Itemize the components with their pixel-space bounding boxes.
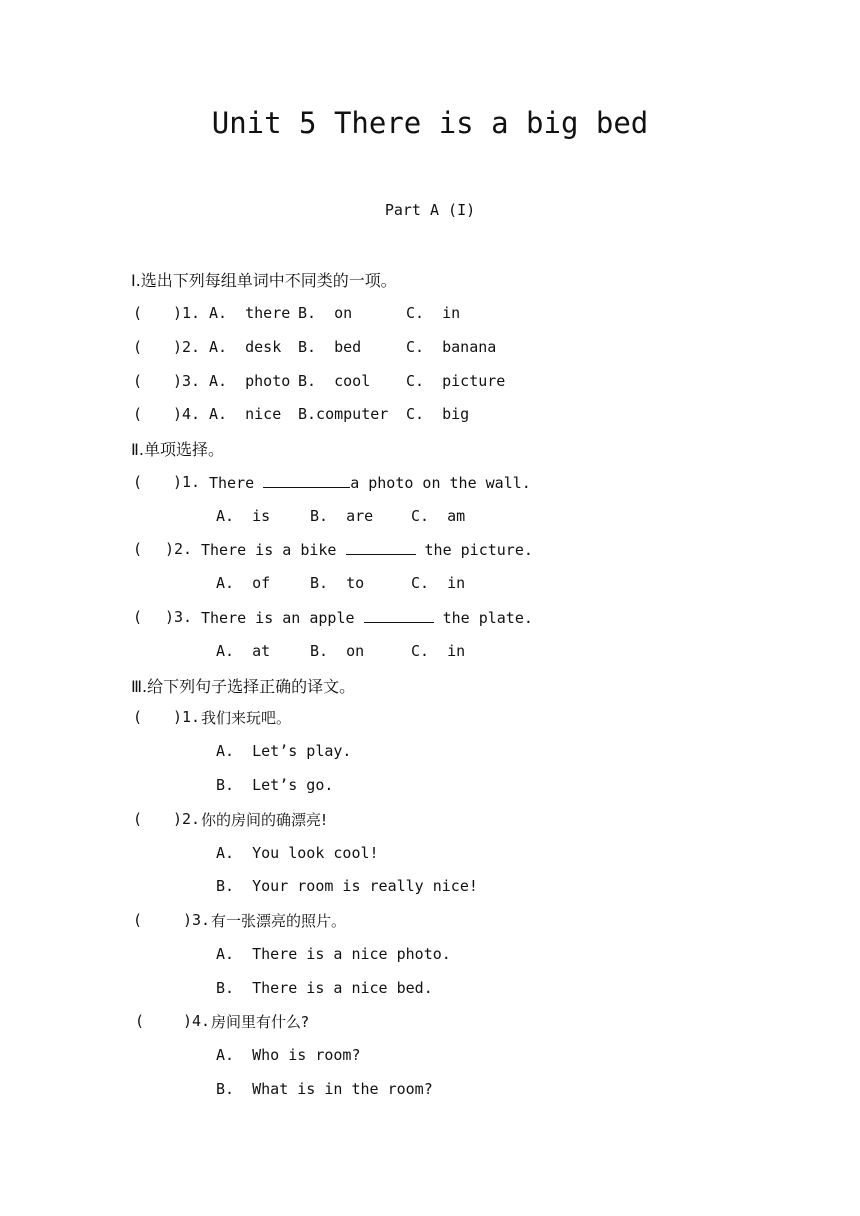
option-b: B. cool xyxy=(298,372,371,390)
question-text xyxy=(201,540,533,559)
answer-paren[interactable]: ( xyxy=(133,372,143,390)
item-number: )3. xyxy=(183,911,211,929)
answer-paren[interactable]: ( xyxy=(133,540,143,558)
answer-paren[interactable]: ( xyxy=(133,473,143,491)
option-a: A. Who is room? xyxy=(216,1046,361,1064)
option-a: A. there xyxy=(209,304,291,322)
option-b: B. What is in the room? xyxy=(216,1080,433,1098)
page-title: Unit 5 There is a big bed xyxy=(211,106,649,140)
option-b: B. bed xyxy=(298,338,362,356)
option-b: B. on xyxy=(298,304,353,322)
option-a: A. desk xyxy=(209,338,282,356)
option-b: B. are xyxy=(310,507,374,525)
answer-blank[interactable] xyxy=(346,540,416,555)
item-number: )4. xyxy=(173,405,201,423)
option-c: C. in xyxy=(411,574,466,592)
answer-paren[interactable]: ( xyxy=(133,708,143,726)
question-text xyxy=(209,473,531,492)
answer-paren[interactable]: ( xyxy=(133,911,143,929)
question-after: a photo on the wall. xyxy=(350,474,531,492)
option-a: A. nice xyxy=(209,405,282,423)
item-number: )3. xyxy=(173,372,201,390)
item-number: )2. xyxy=(173,810,201,828)
answer-paren[interactable]: ( xyxy=(133,810,143,828)
question-before: There is an apple xyxy=(201,609,364,627)
answer-paren[interactable]: ( xyxy=(135,1012,145,1030)
item-number: )4. xyxy=(183,1012,211,1030)
option-b: B. There is a nice bed. xyxy=(216,979,433,997)
answer-paren[interactable]: ( xyxy=(133,338,143,356)
option-b: B. Let’s go. xyxy=(216,776,334,794)
answer-blank[interactable] xyxy=(364,608,434,623)
option-c: C. banana xyxy=(406,338,497,356)
item-number: )1. xyxy=(173,304,201,322)
option-c: C. picture xyxy=(406,372,506,390)
chinese-sentence: 房间里有什么? xyxy=(211,1013,309,1031)
option-b: B. to xyxy=(310,574,365,592)
option-a: A. of xyxy=(216,574,271,592)
option-b: B. on xyxy=(310,642,365,660)
option-b: B. Your room is really nice! xyxy=(216,877,478,895)
section-1-heading: Ⅰ.选出下列每组单词中不同类的一项。 xyxy=(131,271,397,290)
option-c: C. in xyxy=(406,304,461,322)
chinese-sentence: 我们来玩吧。 xyxy=(201,709,292,727)
answer-paren[interactable]: ( xyxy=(133,304,143,322)
option-a: A. Let’s play. xyxy=(216,742,352,760)
section-3-heading: Ⅲ.给下列句子选择正确的译文。 xyxy=(131,677,356,696)
option-a: A. photo xyxy=(209,372,291,390)
option-c: C. am xyxy=(411,507,466,525)
option-c: C. big xyxy=(406,405,470,423)
question-before: There xyxy=(209,474,264,492)
answer-blank[interactable] xyxy=(263,473,350,488)
question-after: the picture. xyxy=(415,541,533,559)
item-number: )2. xyxy=(173,338,201,356)
item-number: )2. xyxy=(165,540,193,558)
option-a: A. is xyxy=(216,507,271,525)
option-a: A. There is a nice photo. xyxy=(216,945,451,963)
section-2-heading: Ⅱ.单项选择。 xyxy=(131,440,224,459)
option-c: C. in xyxy=(411,642,466,660)
item-number: )1. xyxy=(173,473,201,491)
answer-paren[interactable]: ( xyxy=(133,405,143,423)
question-after: the plate. xyxy=(433,609,533,627)
item-number: )1. xyxy=(173,708,201,726)
answer-paren[interactable]: ( xyxy=(133,608,143,626)
chinese-sentence: 有一张漂亮的照片。 xyxy=(211,912,347,930)
option-a: A. at xyxy=(216,642,271,660)
question-text xyxy=(201,608,533,627)
item-number: )3. xyxy=(165,608,193,626)
option-b: B.computer xyxy=(298,405,389,423)
question-before: There is a bike xyxy=(201,541,346,559)
page-subtitle: Part A (I) xyxy=(384,201,476,219)
chinese-sentence: 你的房间的确漂亮! xyxy=(201,811,328,829)
option-a: A. You look cool! xyxy=(216,844,379,862)
